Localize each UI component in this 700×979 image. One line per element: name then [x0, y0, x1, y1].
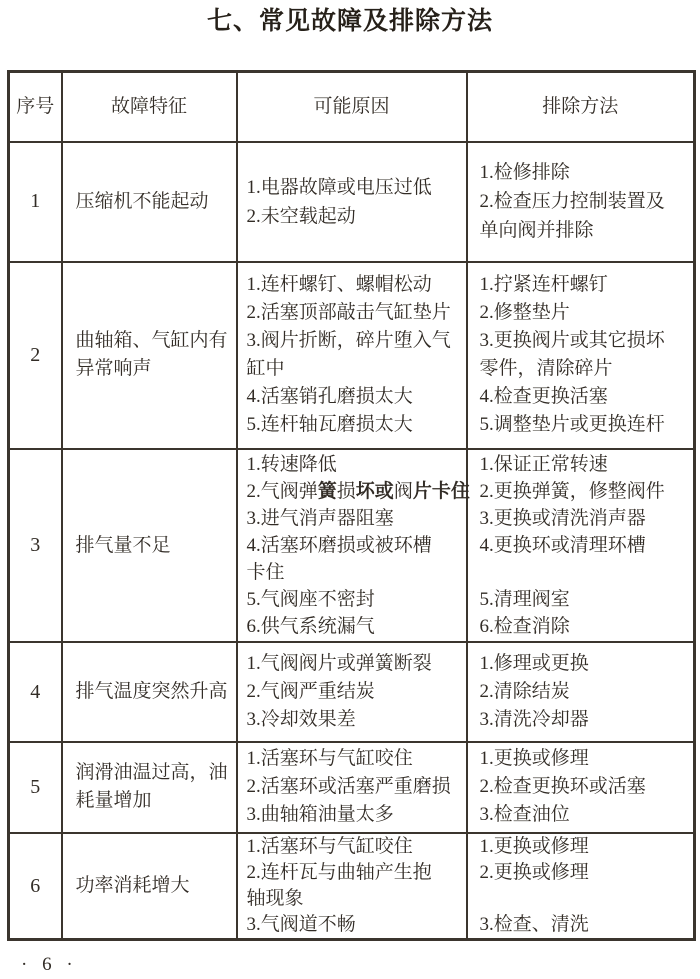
table-row: [9, 262, 695, 449]
text-line: 5.气阀座不密封: [246, 588, 375, 610]
text-line: 润滑油温过高，油: [75, 762, 228, 783]
text-line: 3.更换或清洗消声器: [479, 507, 646, 529]
text-line: 排气量不足: [75, 534, 171, 556]
text-segment: 阀: [393, 480, 413, 502]
header-cause: 可能原因: [237, 72, 467, 142]
text-line: 1.更换或修理: [479, 748, 589, 769]
row-number: 3: [9, 449, 62, 642]
text-line: 3.检查油位: [479, 804, 570, 825]
row-number: 1: [9, 142, 62, 262]
text-line: 单向阀并排除: [479, 220, 594, 241]
text-line: 功率消耗增大: [75, 874, 190, 896]
text-line: 2.清除结炭: [479, 680, 570, 702]
text-line: 6.供气系统漏气: [246, 615, 375, 637]
remedy-cell: [467, 262, 695, 449]
table-row: [9, 742, 695, 833]
text-line: 3.清洗冷却器: [479, 708, 589, 730]
cause-cell: [237, 742, 467, 833]
text-line: 零件，清除碎片: [479, 358, 613, 379]
remedy-cell: [467, 142, 695, 262]
table-header-row: [9, 72, 695, 142]
text-line: 曲轴箱、气缸内有: [75, 330, 228, 351]
text-line: 1.活塞环与气缸咬住: [246, 835, 413, 857]
fault-cell: [62, 642, 237, 742]
text-line: 卡住: [246, 561, 285, 583]
text-line: 4.活塞环磨损或被环槽: [246, 534, 432, 556]
text-line: 压缩机不能起动: [75, 191, 209, 212]
text-line: 1.更换或修理: [479, 835, 589, 857]
text-line: 4.活塞销孔磨损太大: [246, 386, 413, 407]
text-line: [246, 478, 470, 505]
text-line: 2.活塞环或活塞严重磨损: [246, 776, 451, 797]
text-line: 3.阀片折断，碎片堕入气: [246, 330, 451, 351]
fault-cell: [62, 449, 237, 642]
text-line: 2.检查更换环或活塞: [479, 776, 646, 797]
table-row: [9, 833, 695, 940]
text-line: 1.电器故障或电压过低: [246, 176, 432, 198]
remedy-cell: [467, 742, 695, 833]
header-fault: 故障特征: [62, 72, 237, 142]
fault-table: [7, 70, 696, 941]
text-segment: 坏或: [355, 480, 394, 502]
cause-cell: [237, 642, 467, 742]
cause-cell: [237, 262, 467, 449]
row-number: 2: [9, 262, 62, 449]
table-row: [9, 449, 695, 642]
text-line: 轴现象: [246, 887, 304, 909]
text-line: 缸中: [246, 358, 285, 379]
text-segment: 损: [336, 480, 356, 502]
text-line: 1.拧紧连杆螺钉: [479, 274, 608, 295]
text-line: 4.检查更换活塞: [479, 386, 608, 407]
text-line: 3.检查、清洗: [479, 913, 589, 935]
text-line: 1.活塞环与气缸咬住: [246, 748, 413, 769]
text-line: 4.更换环或清理环槽: [479, 534, 646, 556]
text-line: 2.检查压力控制装置及: [479, 191, 665, 212]
text-line: 5.连杆轴瓦磨损太大: [246, 414, 413, 435]
row-number: 4: [9, 642, 62, 742]
text-line: 1.气阀阀片或弹簧断裂: [246, 652, 432, 674]
text-line: 2.气阀严重结炭: [246, 680, 375, 702]
cause-cell: [237, 449, 470, 642]
text-line: 排气温度突然升高: [75, 680, 228, 702]
remedy-cell: [467, 642, 695, 742]
text-line: 1.修理或更换: [479, 652, 589, 674]
text-line: 6.检查消除: [479, 615, 570, 637]
text-segment: 片卡住: [412, 480, 470, 502]
page-title: 七、常见故障及排除方法: [206, 7, 493, 35]
text-line: 3.气阀道不畅: [246, 913, 356, 935]
text-segment: 簧: [317, 480, 337, 502]
row-number: 5: [9, 742, 62, 833]
row-number: 6: [9, 833, 62, 940]
cause-cell: [237, 833, 467, 940]
text-line: 3.更换阀片或其它损坏: [479, 330, 665, 351]
text-segment: 2.气阀弹: [246, 480, 318, 502]
text-line: 耗量增加: [75, 790, 152, 811]
text-line: 1.保证正常转速: [479, 453, 608, 475]
fault-cell: [62, 262, 237, 449]
text-line: [480, 886, 694, 912]
text-line: 2.更换弹簧，修整阀件: [479, 480, 665, 502]
text-line: 1.检修排除: [479, 162, 570, 183]
text-line: 1.连杆螺钉、螺帽松动: [246, 274, 432, 295]
text-line: 5.清理阀室: [479, 588, 570, 610]
text-line: 3.进气消声器阻塞: [246, 507, 394, 529]
page-number: · 6 ·: [21, 953, 78, 975]
header-remedy: 排除方法: [467, 72, 695, 142]
cause-cell: [237, 142, 467, 262]
text-line: 3.曲轴箱油量太多: [246, 804, 394, 825]
text-line: 2.修整垫片: [479, 302, 570, 323]
header-no: 序号: [9, 72, 62, 142]
text-line: 5.调整垫片或更换连杆: [479, 414, 665, 435]
text-line: 2.连杆瓦与曲轴产生抱: [246, 861, 432, 883]
fault-cell: [62, 742, 237, 833]
fault-cell: [62, 833, 237, 940]
text-line: 3.冷却效果差: [246, 708, 356, 730]
remedy-cell: [467, 449, 695, 642]
fault-cell: [62, 142, 237, 262]
text-line: 1.转速降低: [246, 453, 337, 475]
text-line: 2.更换或修理: [479, 861, 589, 883]
remedy-cell: [467, 833, 695, 940]
text-line: 异常响声: [75, 358, 152, 379]
text-line: 2.活塞顶部敲击气缸垫片: [246, 302, 451, 323]
table-row: [9, 642, 695, 742]
text-line: [480, 559, 694, 586]
table-row: [9, 142, 695, 262]
text-line: 2.未空载起动: [246, 205, 356, 227]
